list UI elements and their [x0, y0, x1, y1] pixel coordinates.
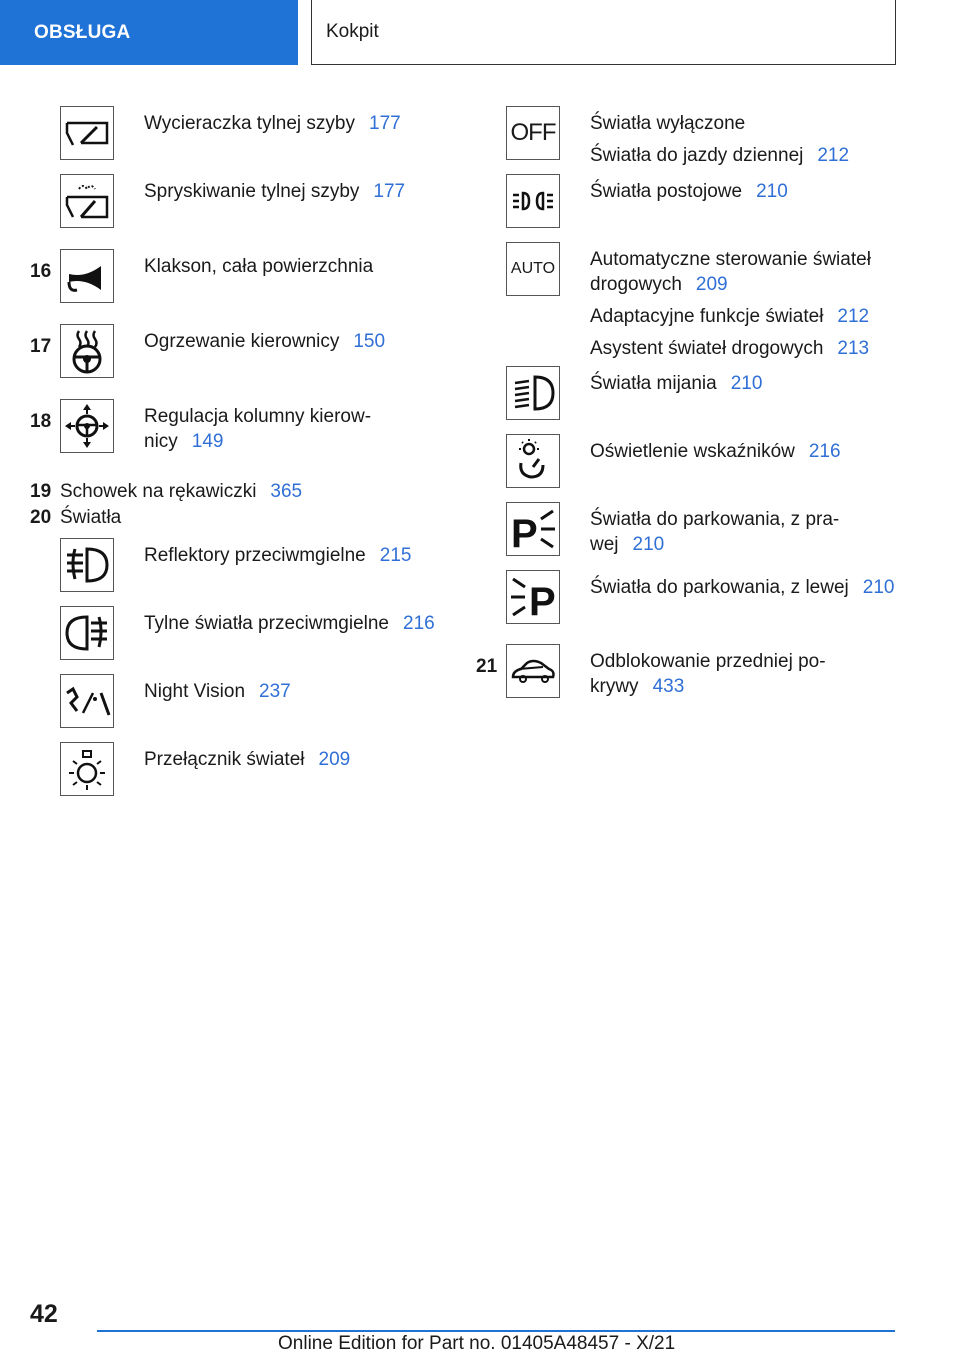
- entry-night-vision: [30, 674, 450, 742]
- entry-glovebox: [30, 479, 450, 505]
- page-ref[interactable]: 210: [756, 181, 788, 202]
- entry-label-line2: krywy: [590, 676, 639, 697]
- entry-label: Klakson, cała powierzchnia: [144, 256, 374, 277]
- item-number: 21: [476, 656, 498, 677]
- entry-light-switch: [30, 742, 450, 810]
- rear-wiper-icon: [60, 106, 114, 160]
- entry-front-fog: [30, 538, 450, 606]
- hood-release-icon: [506, 644, 560, 698]
- icon-text-off: OFF: [510, 119, 556, 146]
- item-number: 17: [30, 336, 52, 357]
- entry-low-beam: [476, 366, 916, 434]
- horn-icon: [60, 249, 114, 303]
- entry-label: Światła postojowe: [590, 181, 743, 202]
- entry-label: Ogrzewanie kierownicy: [144, 331, 340, 352]
- page-ref[interactable]: 212: [837, 306, 870, 327]
- entry-hood-release: [476, 644, 916, 712]
- page-ref[interactable]: 210: [632, 534, 665, 555]
- lights-off-icon: [506, 106, 560, 160]
- entry-rear-wiper: [30, 106, 450, 174]
- entry-label: Światła wyłączone: [590, 113, 746, 134]
- auto-high-beam-icon: [506, 242, 560, 296]
- footer-divider: [97, 1330, 895, 1332]
- entry-steering-heating: [30, 324, 450, 399]
- page-ref[interactable]: 177: [369, 113, 401, 134]
- page-ref[interactable]: 365: [270, 481, 303, 502]
- entry-parking-right: [476, 502, 916, 570]
- entry-label-line1: Regulacja kolumny kierow-: [144, 406, 372, 427]
- entry-label-line1: Światła do parkowania, z pra-: [590, 509, 840, 530]
- entry-horn: [30, 249, 450, 324]
- page-ref[interactable]: 433: [652, 676, 685, 697]
- page-ref[interactable]: 216: [808, 441, 841, 462]
- page-ref[interactable]: 149: [191, 431, 224, 452]
- entry-label-line1: Odblokowanie przedniej po-: [590, 651, 826, 672]
- chapter-title: Kokpit: [326, 21, 379, 42]
- entry-label-line2: wej: [590, 534, 619, 555]
- page-ref[interactable]: 213: [837, 338, 870, 359]
- page-ref[interactable]: 150: [353, 331, 386, 352]
- entry-label: Night Vision: [144, 681, 246, 702]
- page-ref[interactable]: 212: [817, 145, 850, 166]
- parking-light-right-icon: [506, 502, 560, 556]
- low-beam-icon: [506, 366, 560, 420]
- night-vision-icon: [60, 674, 114, 728]
- instrument-lighting-icon: [506, 434, 560, 488]
- entry-auto-high-beam: [476, 242, 916, 366]
- item-number: 20: [30, 507, 52, 528]
- item-number: 19: [30, 481, 52, 502]
- parking-lights-icon: [506, 174, 560, 228]
- entry-label-line2: nicy: [144, 431, 178, 452]
- icon-text-auto: AUTO: [510, 260, 556, 277]
- entry-label: Światła do jazdy dziennej: [590, 145, 804, 166]
- edition-text: Online Edition for Part no. 01405A48457 - X/21: [278, 1333, 676, 1354]
- entry-label: Oświetlenie wskaźników: [590, 441, 795, 462]
- entry-label: Adaptacyjne funkcje świateł: [590, 306, 824, 327]
- chapter-header: [311, 0, 896, 65]
- entry-label: Asystent świateł drogowych: [590, 338, 824, 359]
- entry-label: Tylne światła przeciwmgielne: [144, 613, 389, 634]
- entry-label: Wycieraczka tylnej szyby: [144, 113, 355, 134]
- entry-lights: [30, 505, 450, 538]
- entry-label: Światła mijania: [590, 373, 717, 394]
- entry-label-line1: Automatyczne sterowanie świateł: [590, 249, 871, 270]
- page-ref[interactable]: 210: [862, 577, 895, 598]
- page-ref[interactable]: 216: [403, 613, 435, 634]
- steering-column-adjust-icon: [60, 399, 114, 453]
- entry-steering-adjust: [30, 399, 450, 479]
- page-ref[interactable]: 215: [379, 545, 412, 566]
- entry-parking-lights: [476, 174, 916, 242]
- entry-label: Spryskiwanie tylnej szyby: [144, 181, 360, 202]
- entry-rear-washer: [30, 174, 450, 249]
- entry-instrument-lighting: [476, 434, 916, 502]
- light-switch-icon: [60, 742, 114, 796]
- page-ref[interactable]: 237: [259, 681, 291, 702]
- parking-light-left-icon: [506, 570, 560, 624]
- entry-label: Schowek na rękawiczki: [60, 481, 257, 502]
- svg-text:P: P: [511, 512, 538, 553]
- right-column: [476, 106, 916, 712]
- page-ref[interactable]: 177: [373, 181, 406, 202]
- entry-label: Reflektory przeciwmgielne: [144, 545, 366, 566]
- entry-rear-fog: [30, 606, 450, 674]
- page-ref[interactable]: 210: [730, 373, 763, 394]
- rear-washer-icon: [60, 174, 114, 228]
- section-title: OBSŁUGA: [34, 21, 131, 43]
- page-number: 42: [30, 1300, 58, 1328]
- page-ref[interactable]: 209: [695, 274, 728, 295]
- svg-text:P: P: [529, 580, 556, 621]
- item-number: 16: [30, 261, 52, 282]
- entry-parking-left: [476, 570, 916, 644]
- page-ref[interactable]: 209: [318, 749, 351, 770]
- left-column: [30, 106, 450, 810]
- entry-lights-off: [476, 106, 916, 174]
- entry-label-line2: drogowych: [590, 274, 682, 295]
- rear-fog-light-icon: [60, 606, 114, 660]
- item-number: 18: [30, 411, 52, 432]
- entry-label: Przełącznik świateł: [144, 749, 305, 770]
- steering-wheel-heating-icon: [60, 324, 114, 378]
- entry-label: Światła: [60, 507, 122, 528]
- section-tab: [0, 0, 298, 65]
- front-fog-light-icon: [60, 538, 114, 592]
- entry-label: Światła do parkowania, z lewej: [590, 577, 849, 598]
